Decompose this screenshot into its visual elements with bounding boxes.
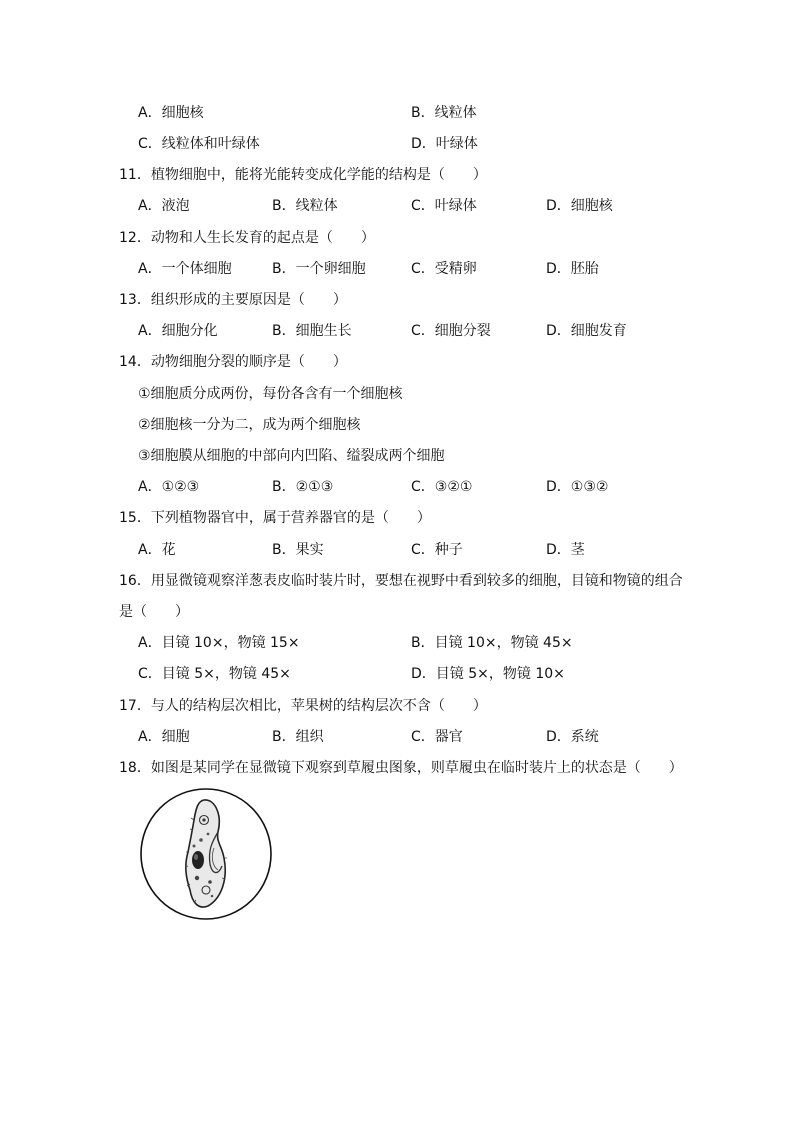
q13-stem: 13．组织形成的主要原因是（ ）	[119, 292, 347, 308]
q13-option-c: C．细胞分裂	[411, 323, 491, 339]
q17-option-b: B．组织	[272, 729, 324, 745]
q15-option-c: C．种子	[411, 542, 463, 558]
q16-option-b: B．目镜 10×，物镜 45×	[411, 635, 573, 651]
q10-option-b: B．线粒体	[411, 105, 477, 121]
q18-stem: 18．如图是某同学在显微镜下观察到草履虫图象，则草履虫在临时装片上的状态是（ ）	[119, 760, 683, 776]
q14-option-c: C．③②①	[411, 479, 473, 495]
q11-option-b: B．线粒体	[272, 198, 338, 214]
q10-option-a: A．细胞核	[138, 105, 204, 121]
q16-stem-line1: 16．用显微镜观察洋葱表皮临时装片时，要想在视野中看到较多的细胞，目镜和物镜的组合	[119, 573, 683, 589]
q11-option-d: D．细胞核	[546, 198, 613, 214]
q15-stem: 15．下列植物器官中，属于营养器官的是（ ）	[119, 510, 431, 526]
q17-option-a: A．细胞	[138, 729, 190, 745]
q12-option-c: C．受精卵	[411, 261, 477, 277]
paramecium-microscope-icon	[138, 786, 274, 922]
q12-option-b: B．一个卵细胞	[272, 261, 366, 277]
q15-option-a: A．花	[138, 542, 176, 558]
q11-stem: 11．植物细胞中，能将光能转变成化学能的结构是（ ）	[119, 167, 487, 183]
q13-option-b: B．细胞生长	[272, 323, 352, 339]
q16-option-a: A．目镜 10×，物镜 15×	[138, 635, 300, 651]
q10-option-c: C．线粒体和叶绿体	[138, 136, 260, 152]
q11-option-a: A．液泡	[138, 198, 190, 214]
q14-option-a: A．①②③	[138, 479, 200, 495]
q12-option-a: A．一个体细胞	[138, 261, 232, 277]
q12-stem: 12．动物和人生长发育的起点是（ ）	[119, 230, 375, 246]
q13-option-d: D．细胞发育	[546, 323, 627, 339]
q17-option-c: C．器官	[411, 729, 463, 745]
q16-option-c: C．目镜 5×，物镜 45×	[138, 666, 291, 682]
q15-option-b: B．果实	[272, 542, 324, 558]
q17-stem: 17．与人的结构层次相比，苹果树的结构层次不含（ ）	[119, 698, 487, 714]
q11-option-c: C．叶绿体	[411, 198, 477, 214]
q16-option-d: D．目镜 5×，物镜 10×	[411, 666, 565, 682]
q15-option-d: D．茎	[546, 542, 585, 558]
q14-option-b: B．②①③	[272, 479, 334, 495]
q10-option-d: D．叶绿体	[411, 136, 478, 152]
q13-option-a: A．细胞分化	[138, 323, 218, 339]
q14-step-2: ②细胞核一分为二，成为两个细胞核	[138, 417, 361, 433]
q17-option-d: D．系统	[546, 729, 599, 745]
q14-stem: 14．动物细胞分裂的顺序是（ ）	[119, 354, 347, 370]
q16-stem-line2: 是（ ）	[119, 604, 189, 620]
q14-step-1: ①细胞质分成两份，每份各含有一个细胞核	[138, 386, 403, 402]
q14-step-3: ③细胞膜从细胞的中部向内凹陷、缢裂成两个细胞	[138, 448, 445, 464]
q12-option-d: D．胚胎	[546, 261, 599, 277]
q14-option-d: D．①③②	[546, 479, 609, 495]
